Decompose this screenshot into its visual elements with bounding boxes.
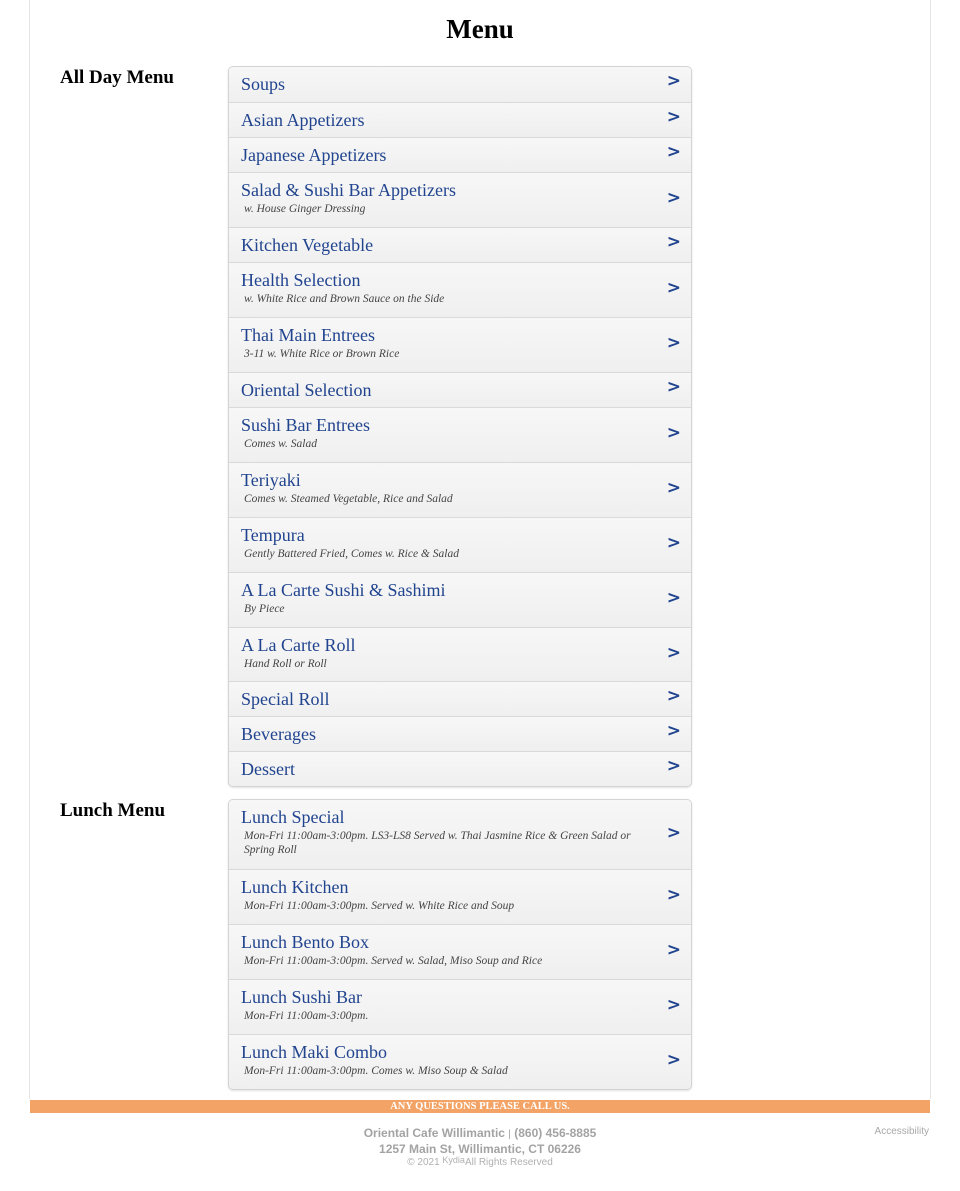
copyright xyxy=(0,1157,960,1168)
menu-category-item[interactable] xyxy=(229,372,691,407)
chevron-right-icon: > xyxy=(666,188,681,208)
menu-category-item[interactable] xyxy=(229,572,691,627)
chevron-right-icon: > xyxy=(666,822,681,843)
menu-category-item[interactable] xyxy=(229,1034,691,1089)
copyright-prefix: © 2021 xyxy=(407,1157,440,1168)
menu-category-description: Mon-Fri 11:00am-3:00pm. LS3-LS8 Served w. Thai Jasmine Rice & Green Salad or Spring Roll xyxy=(244,830,631,856)
menu-category-description: Mon-Fri 11:00am-3:00pm. Comes w. Miso Soup & Salad xyxy=(244,1065,508,1077)
menu-category-item[interactable] xyxy=(229,67,691,102)
menu-category-description: Comes w. Salad xyxy=(244,438,317,450)
chevron-right-icon: > xyxy=(666,756,681,776)
menu-category-description: Comes w. Steamed Vegetable, Rice and Salad xyxy=(244,493,453,505)
chevron-right-icon: > xyxy=(666,533,681,553)
menu-category-item[interactable] xyxy=(229,262,691,317)
menu-category-name: Special Roll xyxy=(241,689,330,709)
footer-contact xyxy=(0,1126,960,1156)
chevron-right-icon: > xyxy=(666,721,681,741)
menu-category-name: Asian Appetizers xyxy=(241,110,365,130)
menu-category-item[interactable] xyxy=(229,681,691,716)
section-title-lunch: Lunch Menu xyxy=(60,800,166,821)
menu-category-item[interactable] xyxy=(229,924,691,979)
menu-category-name: Dessert xyxy=(241,759,295,779)
chevron-right-icon: > xyxy=(666,71,681,91)
chevron-right-icon: > xyxy=(666,1050,681,1070)
business-name: Oriental Cafe Willimantic xyxy=(363,1126,505,1140)
menu-category-item[interactable] xyxy=(229,979,691,1034)
chevron-right-icon: > xyxy=(666,686,681,706)
menu-category-item[interactable] xyxy=(229,751,691,786)
menu-category-item[interactable] xyxy=(229,407,691,462)
chevron-right-icon: > xyxy=(666,423,681,443)
menu-category-name: Kitchen Vegetable xyxy=(241,235,374,255)
menu-category-description: Mon-Fri 11:00am-3:00pm. Served w. Salad, Miso Soup and Rice xyxy=(244,955,543,967)
menu-category-description: w. White Rice and Brown Sauce on the Side xyxy=(244,293,445,305)
chevron-right-icon: > xyxy=(666,333,681,353)
section-title-all-day: All Day Menu xyxy=(60,67,174,88)
menu-category-description: w. House Ginger Dressing xyxy=(244,203,366,215)
menu-category-name: Japanese Appetizers xyxy=(241,145,387,165)
chevron-right-icon: > xyxy=(666,142,681,162)
chevron-right-icon: > xyxy=(666,642,681,663)
chevron-right-icon: > xyxy=(666,232,681,252)
page-title: Menu xyxy=(446,14,514,44)
menu-category-description: Mon-Fri 11:00am-3:00pm. xyxy=(244,1010,369,1022)
menu-category-item[interactable] xyxy=(229,869,691,924)
menu-category-item[interactable] xyxy=(229,517,691,572)
menu-category-item[interactable] xyxy=(229,227,691,262)
menu-category-name: Lunch Kitchen xyxy=(241,877,349,897)
menu-category-name: Lunch Bento Box xyxy=(241,932,369,952)
call-us-banner: ANY QUESTIONS PLEASE CALL US. xyxy=(30,1100,930,1113)
menu-category-description: Hand Roll or Roll xyxy=(244,658,327,670)
menu-category-item[interactable] xyxy=(229,462,691,517)
menu-category-description: Gently Battered Fried, Comes w. Rice & Salad xyxy=(244,548,459,560)
chevron-right-icon: > xyxy=(666,377,681,397)
menu-category-item[interactable] xyxy=(229,172,691,227)
menu-category-name: Soups xyxy=(241,74,286,94)
chevron-right-icon: > xyxy=(666,588,681,608)
lunch-menu-list xyxy=(228,799,692,1090)
menu-category-name: Health Selection xyxy=(241,270,361,290)
chevron-right-icon: > xyxy=(666,940,681,960)
chevron-right-icon: > xyxy=(666,478,681,498)
menu-category-name: Sushi Bar Entrees xyxy=(241,415,370,435)
accessibility-link[interactable]: Accessibility xyxy=(874,1126,929,1137)
menu-category-name: Oriental Selection xyxy=(241,380,372,400)
menu-category-name: Teriyaki xyxy=(241,470,301,490)
menu-category-name: Lunch Special xyxy=(241,807,345,827)
footer-separator: | xyxy=(508,1129,511,1140)
menu-category-description: 3-11 w. White Rice or Brown Rice xyxy=(244,348,400,360)
copyright-suffix: All Rights Reserved xyxy=(464,1157,553,1168)
menu-category-description: Mon-Fri 11:00am-3:00pm. Served w. White Rice and Soup xyxy=(244,900,515,912)
menu-category-item[interactable] xyxy=(229,627,691,681)
chevron-right-icon: > xyxy=(666,107,681,127)
phone-link[interactable]: (860) 456-8885 xyxy=(514,1126,597,1140)
menu-category-name: Salad & Sushi Bar Appetizers xyxy=(241,180,456,200)
business-address: 1257 Main St, Willimantic, CT 06226 xyxy=(379,1142,581,1156)
menu-category-name: Beverages xyxy=(241,724,316,744)
menu-category-item[interactable] xyxy=(229,317,691,372)
menu-category-item[interactable] xyxy=(229,716,691,751)
menu-category-name: Lunch Maki Combo xyxy=(241,1042,387,1062)
menu-category-description: By Piece xyxy=(244,603,285,615)
all-day-menu-list xyxy=(228,66,692,787)
menu-category-name: Lunch Sushi Bar xyxy=(241,987,362,1007)
menu-category-name: Tempura xyxy=(241,525,305,545)
menu-category-item[interactable] xyxy=(229,137,691,172)
menu-category-name: A La Carte Sushi & Sashimi xyxy=(241,580,446,600)
chevron-right-icon: > xyxy=(666,278,681,298)
menu-category-name: A La Carte Roll xyxy=(241,635,356,655)
menu-category-item[interactable] xyxy=(229,800,691,869)
menu-category-item[interactable] xyxy=(229,102,691,137)
kydia-link[interactable]: Kydia xyxy=(442,1155,465,1165)
menu-category-name: Thai Main Entrees xyxy=(241,325,375,345)
chevron-right-icon: > xyxy=(666,885,681,905)
chevron-right-icon: > xyxy=(666,995,681,1015)
